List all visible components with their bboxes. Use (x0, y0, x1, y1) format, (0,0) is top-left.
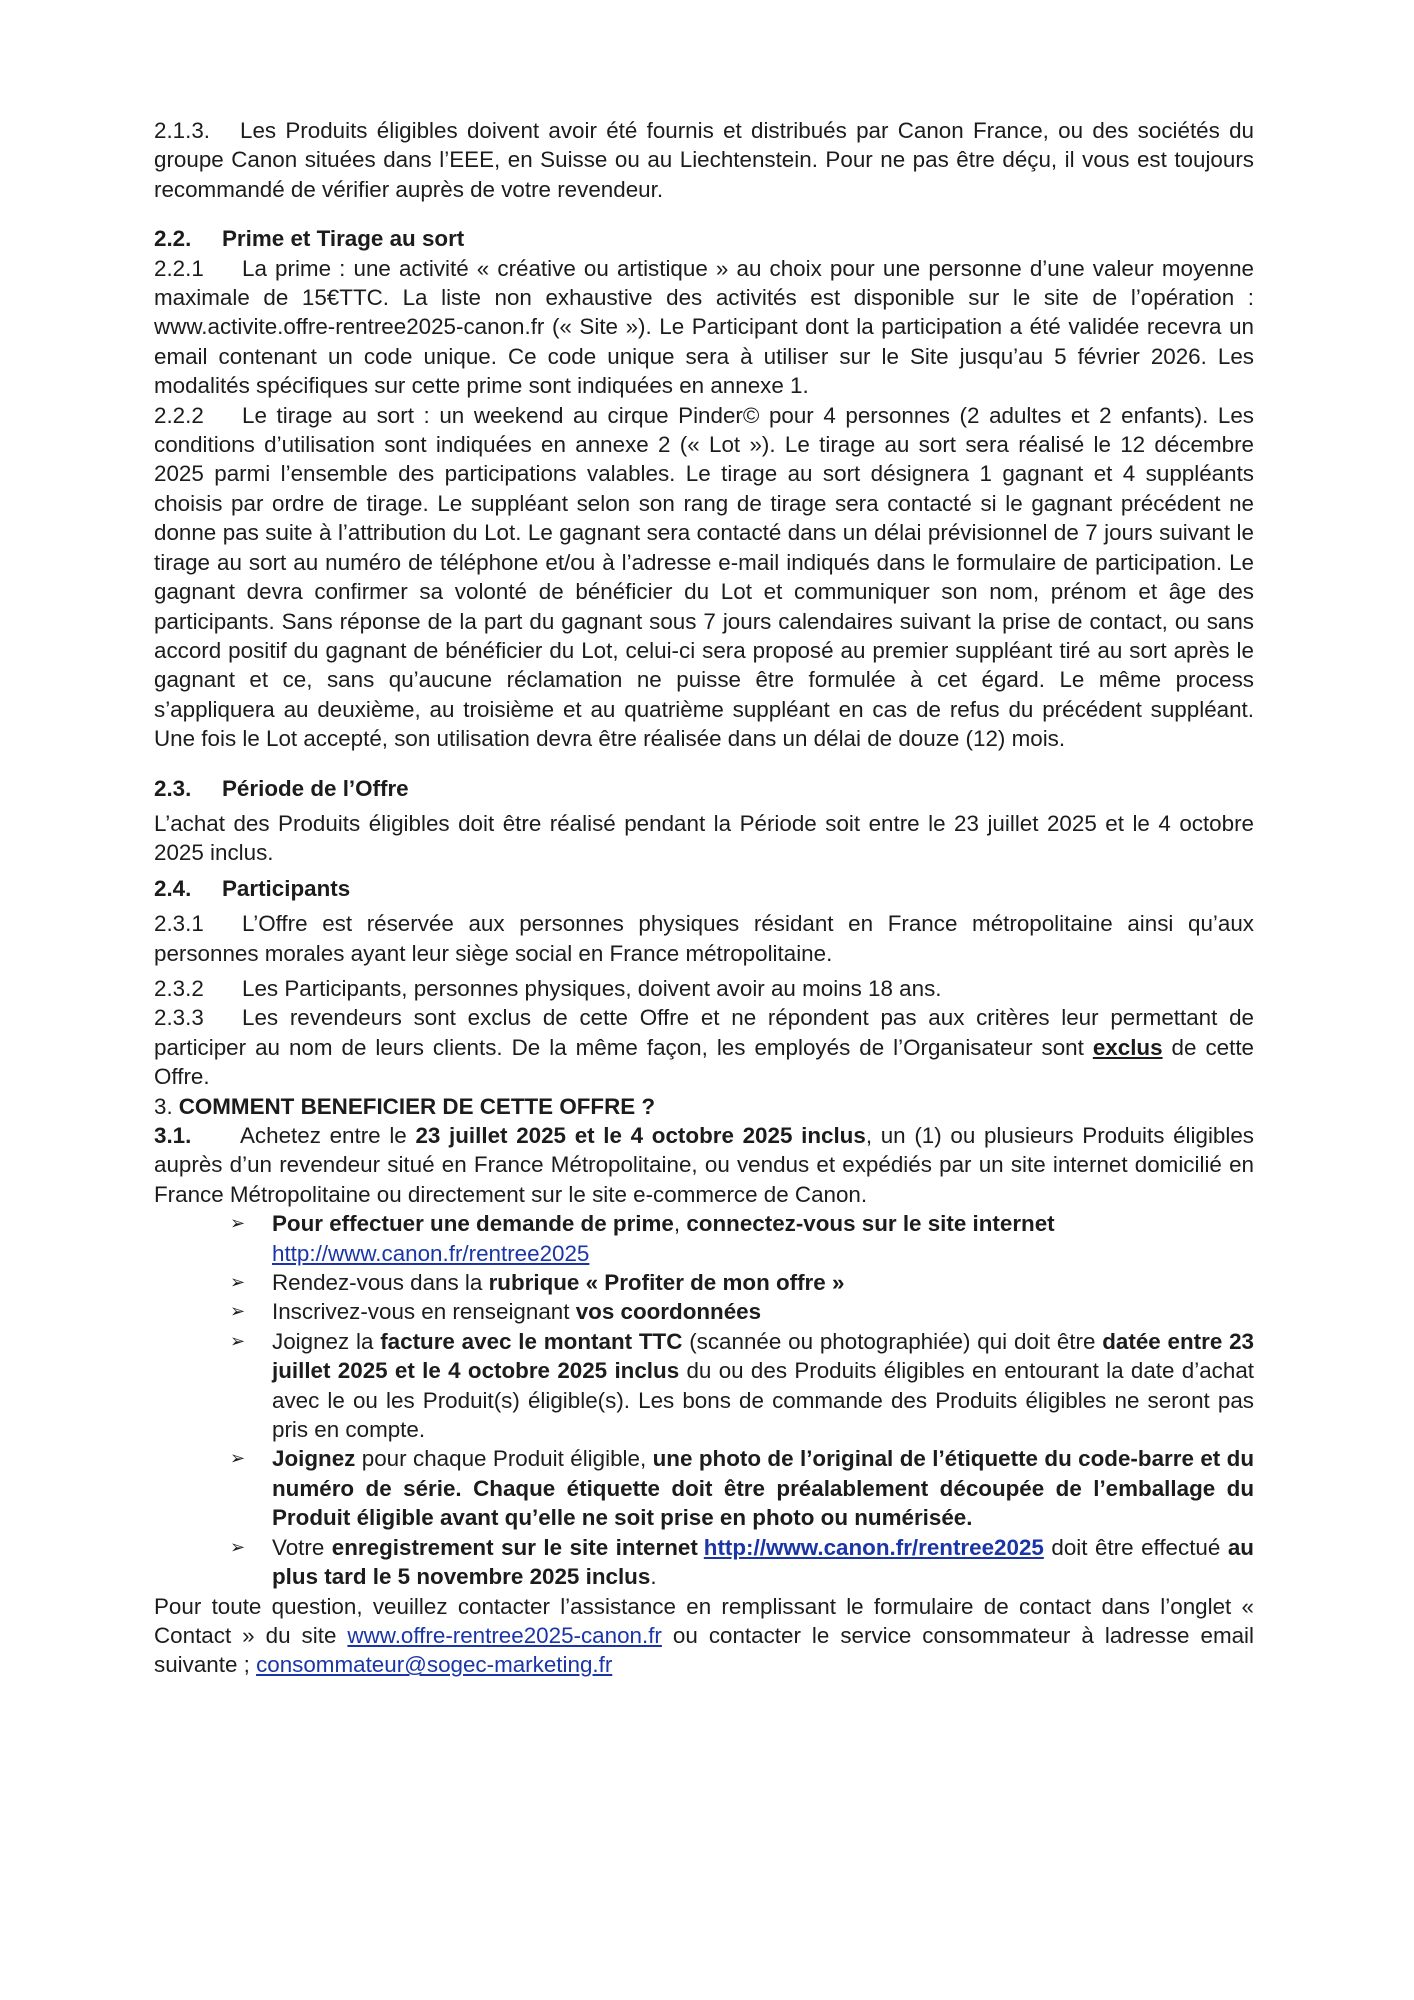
contact-paragraph (154, 1592, 1254, 1680)
arrow-bullet-icon: ➢ (230, 1213, 246, 1234)
clause-text-end: , un (1) ou plusieurs Produits éligibles auprès d’un revendeur situé en France Métropolitaine, ou vendus et expédiés par un site internet domicilié en France Métropolitaine ou directement sur le site e-commerce de Canon. (154, 1123, 1255, 1207)
list-item (230, 1268, 1254, 1297)
step-text: Inscrivez-vous en renseignant (272, 1299, 576, 1325)
list-item (230, 1444, 1255, 1532)
step-text: doit être effectué (1043, 1534, 1228, 1560)
list-item (230, 1209, 1254, 1268)
arrow-bullet-icon: ➢ (230, 1301, 246, 1322)
step-text: pour chaque Produit éligible, (355, 1446, 653, 1472)
clause-number: 2.1.3. (154, 118, 211, 143)
step-text-bold: connectez-vous sur le site internet (686, 1211, 1055, 1237)
contact-text: ou contacter le service consommateur à ladresse email suivante ; (154, 1622, 1255, 1678)
contact-text: Pour toute question, veuillez contacter l’assistance en remplissant le formulaire de contact dans l’onglet « Contact » du site (154, 1593, 1254, 1648)
section-title: Participants (222, 875, 351, 901)
arrow-bullet-icon: ➢ (230, 1330, 246, 1351)
document-page (154, 116, 1254, 1680)
section-heading-2-3 (154, 774, 1254, 803)
section-number: 3. (154, 1093, 173, 1119)
clause-text: Les Produits éligibles doivent avoir été fournis et distribués par Canon France, ou des sociétés du groupe Canon situées dans l’EEE, en Suisse ou au Liechtenstein. Pour ne pas être déçu, il vous est toujours recommandé de vérifier auprès de votre revendeur. (154, 118, 1254, 202)
paragraph-2-3-2 (154, 974, 1254, 1003)
paragraph-2-3-3 (154, 1003, 1254, 1091)
clause-text: La prime : une activité « créative ou artistique » au choix pour une personne d’une valeur moyenne maximale de 15€TTC. La liste non exhaustive des activités est disponible sur le site de l’opération : www.activite.offre-rentree2025-canon.fr (« Site »). Le Participant dont la participation a été validée recevra un email contenant un code unique. Ce code unique sera à utiliser sur le Site jusqu’au 5 février 2026. Les modalités spécifiques sur cette prime sont indiquées en annexe 1. (154, 255, 1254, 399)
section-heading-3 (154, 1092, 1254, 1121)
step-text-bold: une photo de l’original de l’étiquette du code-barre et du numéro de série. Chaque étiquette doit être préalablement découpée de l’emballage du Produit éligible avant qu’elle ne soit prise en photo ou numérisée. (272, 1446, 1255, 1531)
clause-text: Les Participants, personnes physiques, doivent avoir au moins 18 ans. (242, 975, 942, 1001)
step-text: (scannée ou photographiée) qui doit être (682, 1328, 1103, 1354)
steps-list (154, 1209, 1254, 1591)
step-text-bold: rubrique « Profiter de mon offre » (488, 1270, 845, 1296)
section-heading-2-4 (154, 874, 1254, 903)
section-title: Prime et Tirage au sort (222, 226, 465, 252)
step-text: , (673, 1211, 687, 1237)
section-number: 2.3. (154, 775, 192, 801)
step-text-bold: facture avec le montant TTC (380, 1328, 683, 1354)
list-item (230, 1327, 1255, 1445)
clause-text: Les revendeurs sont exclus de cette Offre et ne répondent pas aux critères leur permettant de participer au nom de leurs clients. De la même façon, les employés de l’Organisateur sont (154, 1005, 1254, 1060)
clause-number: 2.3.2 (154, 975, 204, 1001)
clause-number: 3.1. (154, 1123, 192, 1148)
clause-text: L’Offre est réservée aux personnes physiques résidant en France métropolitaine ainsi qu’aux personnes morales ayant leur siège social en France métropolitaine. (154, 911, 1254, 966)
step-text-bold: enregistrement sur le site internet (331, 1534, 698, 1560)
list-item (230, 1297, 1254, 1326)
clause-dates: 23 juillet 2025 et le 4 octobre 2025 inclus (415, 1123, 866, 1148)
canon-rentree-link[interactable]: http://www.canon.fr/rentree2025 (272, 1240, 590, 1266)
paragraph-2-3: L’achat des Produits éligibles doit être réalisé pendant la Période soit entre le 23 juillet 2025 et le 4 octobre 2025 inclus. (154, 810, 1254, 866)
emphasis-exclus: exclus (1092, 1034, 1163, 1060)
arrow-bullet-icon: ➢ (230, 1272, 246, 1293)
clause-text: Le tirage au sort : un weekend au cirque Pinder© pour 4 personnes (2 adultes et 2 enfants). Les conditions d’utilisation sont indiquées en annexe 2 (« Lot »). Le tirage au sort sera réalisé le 12 décembre 2025 parmi l’ensemble des participations valables. Le tirage au sort désignera 1 gagnant et 4 suppléants choisis par ordre de tirage. Le suppléant selon son rang de tirage sera contacté si le gagnant précédent ne donne pas suite à l’attribution du Lot. Le gagnant sera contacté dans un délai prévisionnel de 7 jours suivant le tirage au sort au numéro de téléphone et/ou à l’adresse e-mail indiqués dans le formulaire de participation. Le gagnant devra confirmer sa volonté de bénéficier du Lot et communiquer son nom, prénom et âge des participants. Sans réponse de la part du gagnant sous 7 jours calendaires suivant la prise de contact, ou sans accord positif du gagnant de bénéficier du Lot, celui-ci sera proposé au premier suppléant tiré au sort après le gagnant et ce, sans qu’aucune réclamation ne puisse être formulée à cet égard. Le même process s’appliquera au deuxième, au troisième et au quatrième suppléant en cas de refus du précédent suppléant. Une fois le Lot accepté, son utilisation devra être réalisée dans un délai de douze (12) mois. (154, 402, 1254, 752)
step-text-bold: au plus tard le 5 novembre 2025 inclus (272, 1534, 1254, 1590)
step-text: du ou des Produits éligibles en entourant la date d’achat avec le ou les Produit(s) éligible(s). Les bons de commande des Produits éligibles ne seront pas pris en compte. (272, 1358, 1254, 1443)
section-number: 2.4. (154, 875, 192, 901)
clause-text-end: de cette Offre. (154, 1034, 1254, 1090)
canon-rentree-link-bold[interactable]: http://www.canon.fr/rentree2025 (703, 1534, 1044, 1560)
step-text-bold: Joignez (272, 1446, 356, 1472)
paragraph-2-2-1 (154, 254, 1254, 401)
paragraph-2-1-3 (154, 116, 1254, 204)
section-number: 2.2. (154, 226, 192, 252)
step-text-bold: datée entre 23 juillet 2025 et le 4 octobre 2025 inclus (272, 1328, 1255, 1384)
arrow-bullet-icon: ➢ (230, 1448, 246, 1469)
step-text: Rendez-vous dans la (272, 1270, 489, 1296)
list-item (230, 1533, 1254, 1592)
section-heading-2-2 (154, 224, 1254, 253)
clause-text: Achetez entre le (240, 1123, 416, 1148)
step-text-bold: vos coordonnées (575, 1299, 762, 1325)
clause-number: 2.2.2 (154, 402, 204, 428)
clause-number: 2.2.1 (154, 255, 204, 281)
step-text: Votre (272, 1534, 332, 1560)
arrow-bullet-icon: ➢ (230, 1536, 246, 1557)
step-text: Joignez la (272, 1328, 381, 1354)
step-text: . (650, 1564, 657, 1590)
step-text-bold: Pour effectuer une demande de prime (272, 1211, 674, 1237)
paragraph-2-3-1 (154, 909, 1254, 968)
paragraph-2-2-2 (154, 401, 1254, 754)
section-title: COMMENT BENEFICIER DE CETTE OFFRE ? (178, 1093, 656, 1119)
section-title: Période de l’Offre (222, 775, 409, 801)
paragraph-3-1 (154, 1121, 1254, 1209)
clause-number: 2.3.3 (154, 1005, 204, 1031)
consumer-email-link[interactable]: consommateur@sogec-marketing.fr (256, 1652, 613, 1678)
clause-number: 2.3.1 (154, 911, 204, 937)
offre-site-link[interactable]: www.offre-rentree2025-canon.fr (347, 1622, 662, 1648)
